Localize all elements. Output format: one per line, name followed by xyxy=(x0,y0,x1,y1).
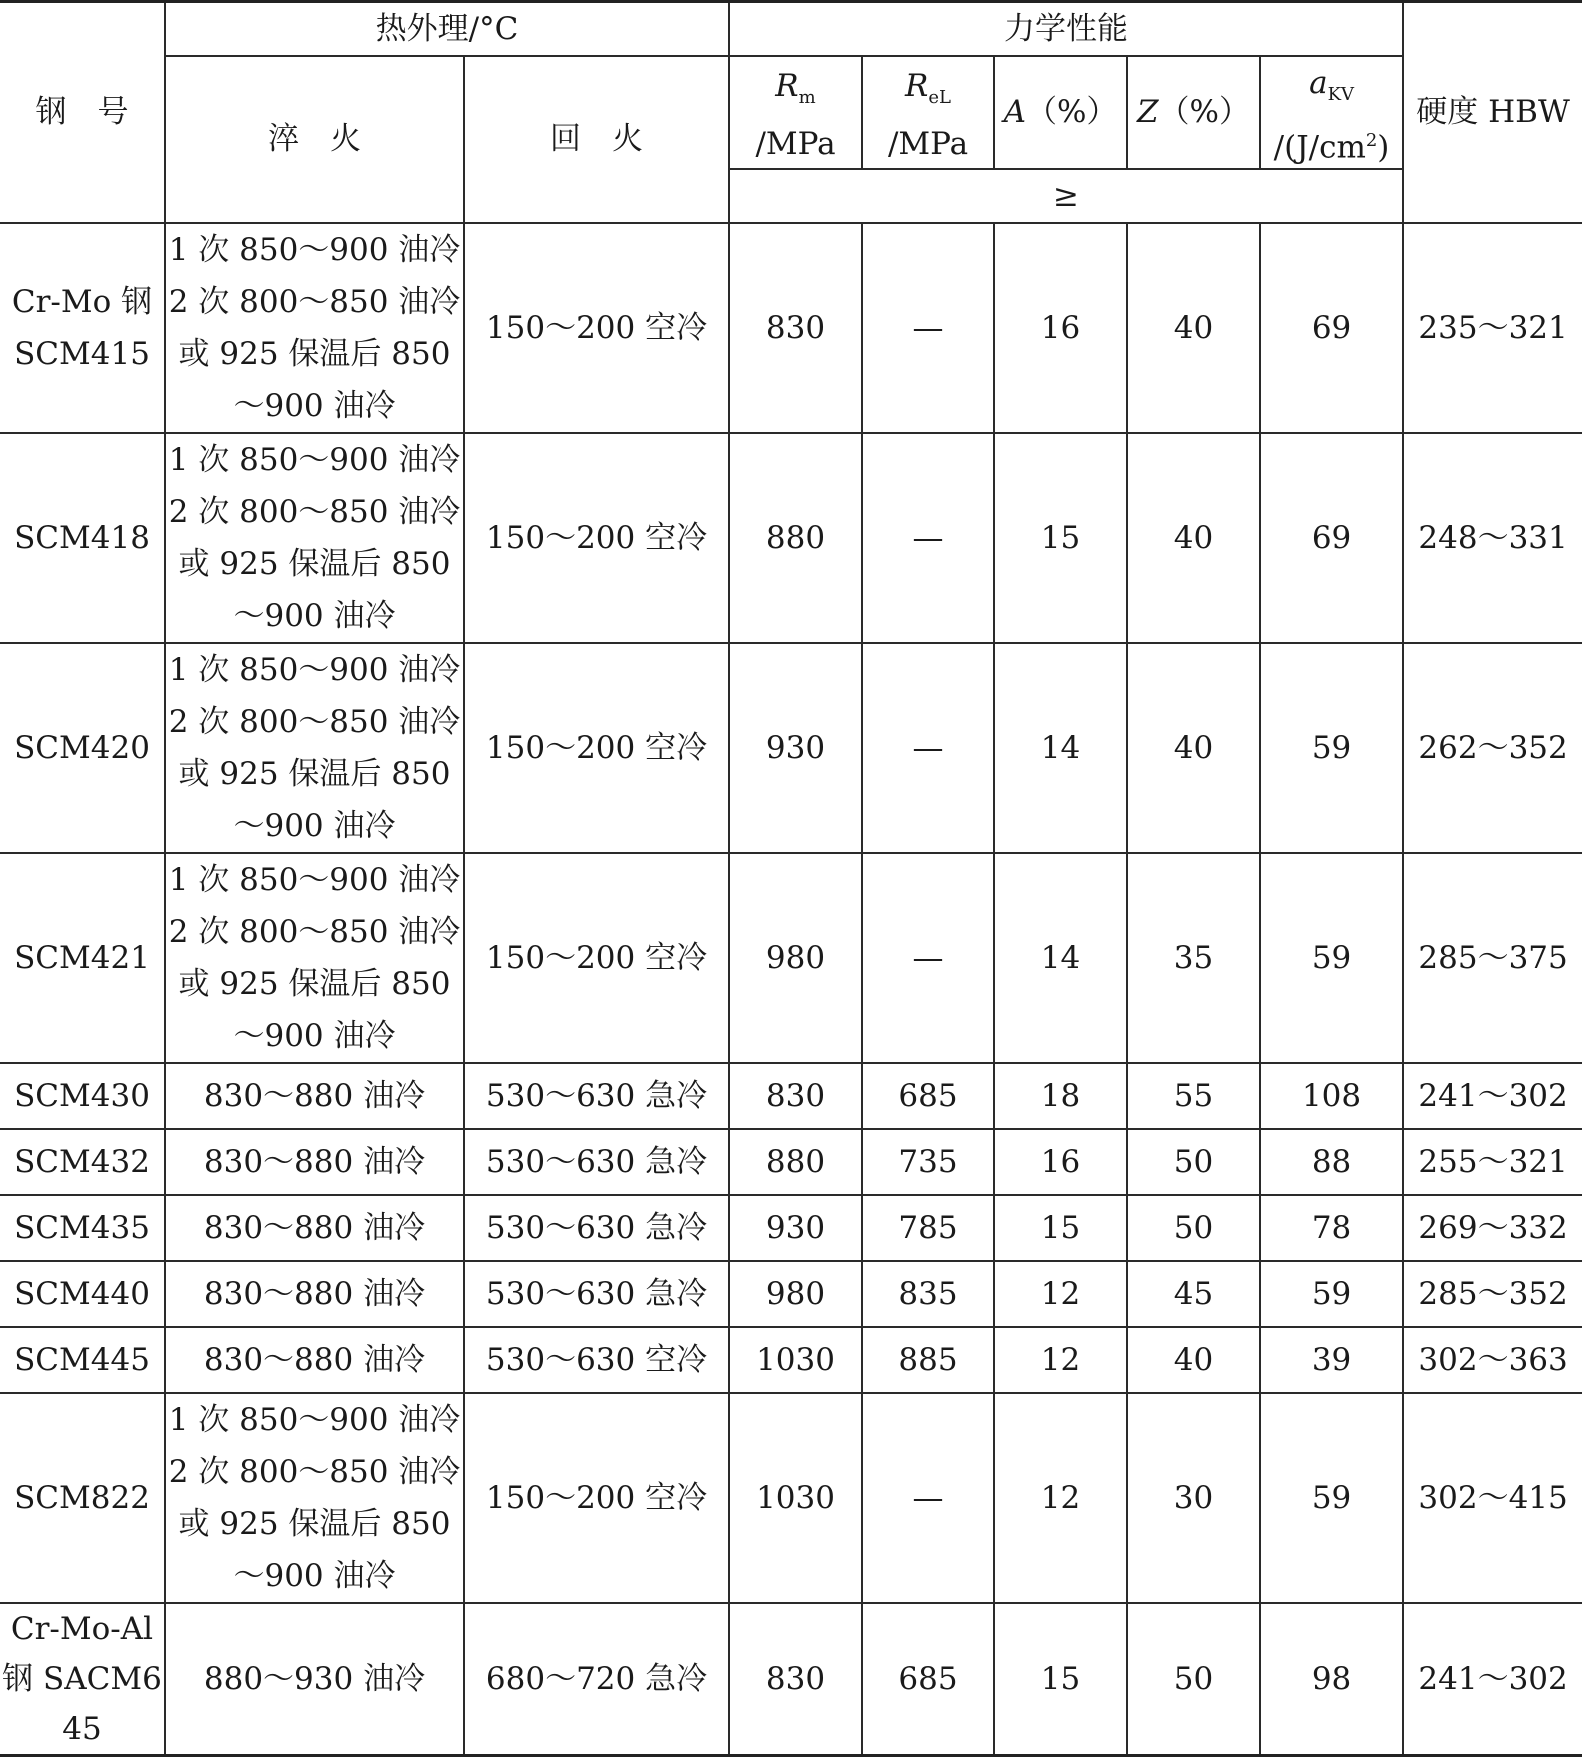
quench-cell: 830～880 油冷 xyxy=(165,1195,464,1261)
impact-unit-pre: /(J/cm xyxy=(1273,129,1366,166)
steel-grade: SCM435 xyxy=(0,1195,165,1261)
rel-cell: 685 xyxy=(862,1603,994,1756)
quench-cell: 830～880 油冷 xyxy=(165,1261,464,1327)
impact-header xyxy=(1260,56,1403,169)
reduction-cell: 40 xyxy=(1127,223,1260,433)
reduction-cell: 30 xyxy=(1127,1393,1260,1603)
header-row-1 xyxy=(0,2,1582,57)
reduction-cell: 40 xyxy=(1127,643,1260,853)
elongation-cell: 12 xyxy=(994,1327,1127,1393)
impact-cell: 69 xyxy=(1260,433,1403,643)
rm-cell: 980 xyxy=(729,1261,862,1327)
quench-cell: 880～930 油冷 xyxy=(165,1603,464,1756)
impact-cell: 59 xyxy=(1260,1261,1403,1327)
rel-symbol: R xyxy=(905,68,929,105)
quench-cell: 1 次 850～900 油冷 2 次 800～850 油冷 或 925 保温后 850～900 油冷 xyxy=(165,433,464,643)
elongation-cell: 18 xyxy=(994,1063,1127,1129)
impact-cell: 69 xyxy=(1260,223,1403,433)
reduction-symbol: Z xyxy=(1137,94,1159,131)
rm-cell: 880 xyxy=(729,433,862,643)
table-row xyxy=(0,1063,1582,1129)
rel-cell: 735 xyxy=(862,1129,994,1195)
heat-treatment-header: 热外理/°C xyxy=(165,2,729,57)
rel-subscript: eL xyxy=(928,87,951,109)
temper-cell: 530～630 急冷 xyxy=(464,1261,729,1327)
steel-grade: SCM430 xyxy=(0,1063,165,1129)
elongation-unit: （%） xyxy=(1025,94,1118,131)
impact-cell: 39 xyxy=(1260,1327,1403,1393)
temper-cell: 150～200 空冷 xyxy=(464,1393,729,1603)
steel-grade: SCM822 xyxy=(0,1393,165,1603)
temper-cell: 530～630 空冷 xyxy=(464,1327,729,1393)
steel-grade: SCM445 xyxy=(0,1327,165,1393)
quench-cell: 830～880 油冷 xyxy=(165,1327,464,1393)
impact-unit-sup: 2 xyxy=(1365,130,1378,152)
temper-cell: 530～630 急冷 xyxy=(464,1195,729,1261)
temper-cell: 150～200 空冷 xyxy=(464,643,729,853)
rm-cell: 930 xyxy=(729,643,862,853)
quench-cell: 830～880 油冷 xyxy=(165,1063,464,1129)
impact-cell: 59 xyxy=(1260,1393,1403,1603)
impact-cell: 108 xyxy=(1260,1063,1403,1129)
rel-cell: — xyxy=(862,643,994,853)
elongation-cell: 16 xyxy=(994,1129,1127,1195)
impact-symbol: a xyxy=(1309,65,1328,101)
reduction-cell: 50 xyxy=(1127,1603,1260,1756)
elongation-cell: 15 xyxy=(994,1603,1127,1756)
hardness-cell: 302～415 xyxy=(1403,1393,1582,1603)
elongation-symbol: A xyxy=(1003,94,1026,131)
rm-cell: 980 xyxy=(729,853,862,1063)
hardness-cell: 241～302 xyxy=(1403,1063,1582,1129)
rel-cell: 685 xyxy=(862,1063,994,1129)
table-row xyxy=(0,1327,1582,1393)
hardness-cell: 269～332 xyxy=(1403,1195,1582,1261)
rel-cell: — xyxy=(862,223,994,433)
rel-cell: — xyxy=(862,1393,994,1603)
rel-cell: — xyxy=(862,853,994,1063)
quench-cell: 1 次 850～900 油冷 2 次 800～850 油冷 或 925 保温后 850～900 油冷 xyxy=(165,643,464,853)
table-row xyxy=(0,223,1582,433)
elongation-cell: 14 xyxy=(994,853,1127,1063)
quench-cell: 1 次 850～900 油冷 2 次 800～850 油冷 或 925 保温后 850～900 油冷 xyxy=(165,853,464,1063)
rel-unit: /MPa xyxy=(887,126,969,163)
steel-grade: SCM432 xyxy=(0,1129,165,1195)
table-row xyxy=(0,1261,1582,1327)
impact-cell: 59 xyxy=(1260,643,1403,853)
steel-grade: Cr-Mo-Al 钢 SACM645 xyxy=(0,1603,165,1756)
steel-grade: SCM420 xyxy=(0,643,165,853)
reduction-cell: 55 xyxy=(1127,1063,1260,1129)
elongation-cell: 16 xyxy=(994,223,1127,433)
rm-cell: 830 xyxy=(729,1603,862,1756)
temper-cell: 530～630 急冷 xyxy=(464,1063,729,1129)
rm-cell: 830 xyxy=(729,1063,862,1129)
rm-subscript: m xyxy=(798,87,816,109)
table-row xyxy=(0,1393,1582,1603)
rel-cell: 785 xyxy=(862,1195,994,1261)
hardness-cell: 285～352 xyxy=(1403,1261,1582,1327)
temper-cell: 150～200 空冷 xyxy=(464,223,729,433)
table-row xyxy=(0,1129,1582,1195)
quench-cell: 1 次 850～900 油冷 2 次 800～850 油冷 或 925 保温后 850～900 油冷 xyxy=(165,1393,464,1603)
steel-grade: SCM418 xyxy=(0,433,165,643)
rel-cell: — xyxy=(862,433,994,643)
steel-grade: SCM440 xyxy=(0,1261,165,1327)
elongation-cell: 14 xyxy=(994,643,1127,853)
hardness-cell: 241～302 xyxy=(1403,1603,1582,1756)
steel-no-header: 钢 号 xyxy=(0,2,165,223)
header-row-2 xyxy=(0,56,1582,169)
rm-unit: /MPa xyxy=(755,126,836,163)
temper-cell: 530～630 急冷 xyxy=(464,1129,729,1195)
impact-unit xyxy=(1261,121,1402,167)
reduction-cell: 40 xyxy=(1127,1327,1260,1393)
impact-cell: 98 xyxy=(1260,1603,1403,1756)
rm-cell: 1030 xyxy=(729,1327,862,1393)
reduction-cell: 50 xyxy=(1127,1195,1260,1261)
impact-subscript: KV xyxy=(1327,84,1355,106)
temper-header: 回 火 xyxy=(464,56,729,223)
rm-header xyxy=(729,56,862,169)
elongation-cell: 15 xyxy=(994,1195,1127,1261)
rel-header xyxy=(862,56,994,169)
steel-grade: SCM421 xyxy=(0,853,165,1063)
steel-grade: Cr-Mo 钢 SCM415 xyxy=(0,223,165,433)
reduction-cell: 45 xyxy=(1127,1261,1260,1327)
table-row xyxy=(0,1603,1582,1756)
table-row xyxy=(0,433,1582,643)
hardness-cell: 235～321 xyxy=(1403,223,1582,433)
rel-cell: 835 xyxy=(862,1261,994,1327)
impact-cell: 78 xyxy=(1260,1195,1403,1261)
temper-cell: 680～720 急冷 xyxy=(464,1603,729,1756)
impact-cell: 59 xyxy=(1260,853,1403,1063)
temper-cell: 150～200 空冷 xyxy=(464,433,729,643)
rm-cell: 930 xyxy=(729,1195,862,1261)
rm-symbol: R xyxy=(775,68,799,105)
elongation-header xyxy=(994,56,1127,169)
reduction-header xyxy=(1127,56,1260,169)
impact-cell: 88 xyxy=(1260,1129,1403,1195)
hardness-cell: 255～321 xyxy=(1403,1129,1582,1195)
table-row xyxy=(0,853,1582,1063)
mechanical-properties-header: 力学性能 xyxy=(729,2,1403,57)
impact-unit-post: ) xyxy=(1377,129,1390,166)
temper-cell: 150～200 空冷 xyxy=(464,853,729,1063)
reduction-cell: 35 xyxy=(1127,853,1260,1063)
minimum-sign: ≥ xyxy=(729,169,1403,223)
elongation-cell: 12 xyxy=(994,1261,1127,1327)
hardness-cell: 302～363 xyxy=(1403,1327,1582,1393)
table-row xyxy=(0,1195,1582,1261)
hardness-header: 硬度 HBW xyxy=(1403,2,1582,223)
elongation-cell: 15 xyxy=(994,433,1127,643)
reduction-cell: 40 xyxy=(1127,433,1260,643)
rm-cell: 1030 xyxy=(729,1393,862,1603)
hardness-cell: 285～375 xyxy=(1403,853,1582,1063)
rel-cell: 885 xyxy=(862,1327,994,1393)
rm-cell: 880 xyxy=(729,1129,862,1195)
table-row xyxy=(0,643,1582,853)
hardness-cell: 262～352 xyxy=(1403,643,1582,853)
quench-cell: 1 次 850～900 油冷 2 次 800～850 油冷 或 925 保温后 850～900 油冷 xyxy=(165,223,464,433)
reduction-unit: （%） xyxy=(1158,94,1251,131)
elongation-cell: 12 xyxy=(994,1393,1127,1603)
hardness-cell: 248～331 xyxy=(1403,433,1582,643)
quench-header: 淬 火 xyxy=(165,56,464,223)
reduction-cell: 50 xyxy=(1127,1129,1260,1195)
rm-cell: 830 xyxy=(729,223,862,433)
quench-cell: 830～880 油冷 xyxy=(165,1129,464,1195)
